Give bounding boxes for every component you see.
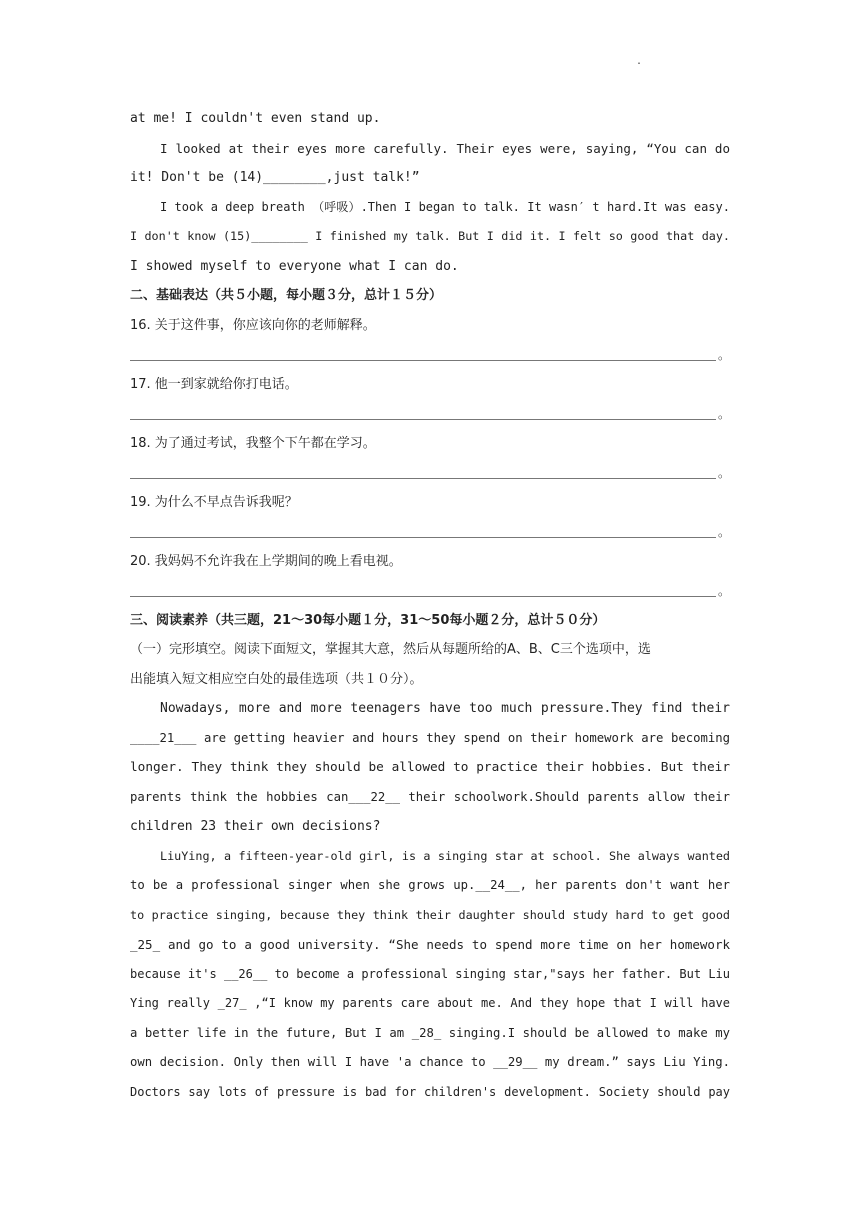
instruction-line: 出能填入短文相应空白处的最佳选项（共１０分）。 <box>130 671 423 687</box>
passage-line: LiuYing, a fifteen-year-old girl, is a singing star at school. She always wanted <box>160 848 730 863</box>
passage-line: because it's __26__ to become a professional singing star,"says her father. But Liu <box>130 966 730 981</box>
full-stop: 。 <box>718 407 731 421</box>
answer-line-18[interactable] <box>130 458 730 488</box>
full-stop: 。 <box>718 466 731 480</box>
passage-line: it! Don't be (14)________,just talk!” <box>130 170 420 185</box>
passage-line: I don't know (15)________ I finished my talk. But I did it. I felt so good that day. <box>130 229 730 243</box>
underline <box>130 360 716 361</box>
passage-line: ____21___ are getting heavier and hours they spend on their homework are becoming <box>130 730 730 745</box>
underline <box>130 596 716 597</box>
question-20: 20. 我妈妈不允许我在上学期间的晚上看电视。 <box>130 553 402 569</box>
question-18: 18. 为了通过考试，我整个下午都在学习。 <box>130 435 376 451</box>
answer-line-17[interactable] <box>130 399 730 429</box>
passage-line: Ying really _27_ ,“I know my parents care about me. And they hope that I will have <box>130 996 730 1010</box>
underline <box>130 478 716 479</box>
underline <box>130 537 716 538</box>
answer-line-16[interactable] <box>130 340 730 370</box>
passage-line: Doctors say lots of pressure is bad for children's development. Society should pay <box>130 1084 730 1099</box>
passage-line: _25_ and go to a good university. “She needs to spend more time on her homework <box>130 937 730 952</box>
passage-line: Nowadays, more and more teenagers have too much pressure.They find their <box>160 701 730 716</box>
passage-line: longer. They think they should be allowed to practice their hobbies. But their <box>130 760 730 775</box>
passage-line: I took a deep breath （呼吸）.Then I began to talk. It wasn′ t hard.It was easy. <box>160 199 730 214</box>
question-16: 16. 关于这件事，你应该向你的老师解释。 <box>130 317 376 333</box>
answer-line-19[interactable] <box>130 517 730 547</box>
question-17: 17. 他一到家就给你打电话。 <box>130 376 298 392</box>
passage-line: own decision. Only then will I have 'a chance to __29__ my dream.” says Liu Ying. <box>130 1055 730 1069</box>
passage-line: I showed myself to everyone what I can do. <box>130 258 459 274</box>
full-stop: 。 <box>718 584 731 598</box>
full-stop: 。 <box>718 348 731 362</box>
passage-line: children 23 their own decisions? <box>130 819 381 834</box>
passage-line: I looked at their eyes more carefully. Their eyes were, saying, “You can do <box>160 140 730 156</box>
underline <box>130 419 716 420</box>
passage-line: at me! I couldn't even stand up. <box>130 111 381 126</box>
header-mark: . <box>636 56 643 67</box>
passage-line: a better life in the future, But I am _28_ singing.I should be allowed to make my <box>130 1025 730 1040</box>
section-heading: 三、阅读素养（共三题，21～30每小题１分，31～50每小题２分，总计５０分） <box>130 612 606 628</box>
full-stop: 。 <box>718 525 731 539</box>
passage-line: to be a professional singer when she grows up.__24__, her parents don't want her <box>130 878 730 892</box>
document-content <box>130 104 730 1107</box>
section-heading: 二、基础表达（共５小题，每小题３分，总计１５分） <box>130 288 443 303</box>
passage-line: parents think the hobbies can___22__ their schoolwork.Should parents allow their <box>130 789 730 804</box>
passage-line: to practice singing, because they think their daughter should study hard to get good <box>130 907 730 922</box>
instruction-line: （一）完形填空。阅读下面短文，掌握其大意，然后从每题所给的A、B、C三个选项中，选 <box>130 642 651 657</box>
question-19: 19. 为什么不早点告诉我呢？ <box>130 494 298 510</box>
answer-line-20[interactable] <box>130 576 730 606</box>
